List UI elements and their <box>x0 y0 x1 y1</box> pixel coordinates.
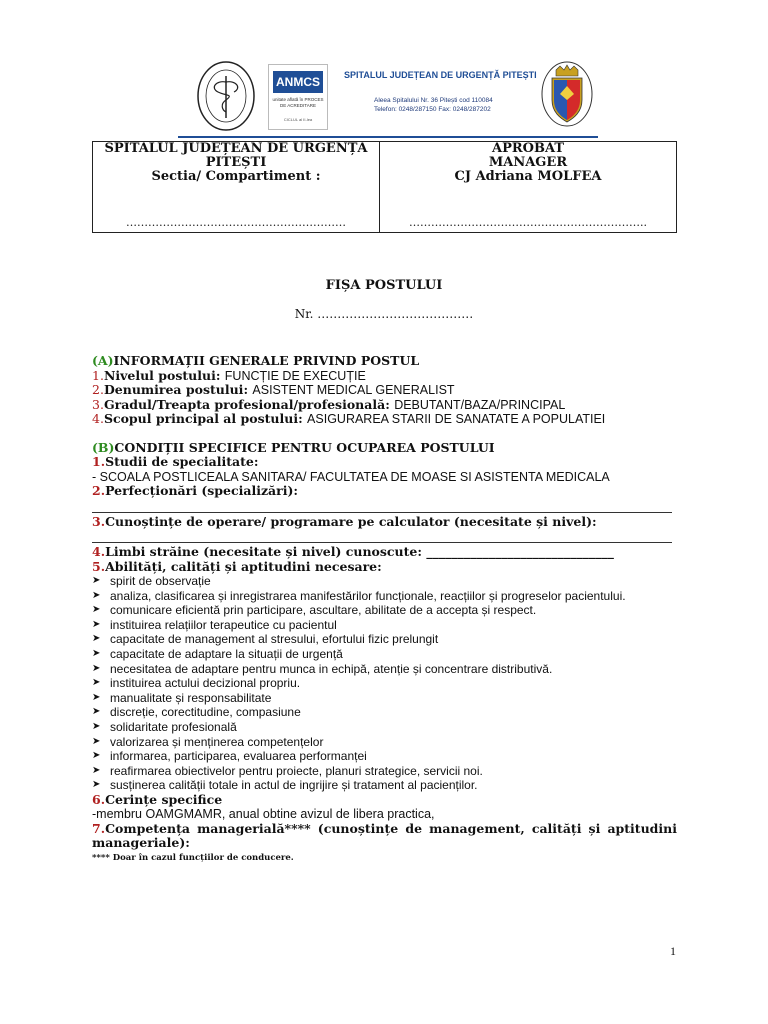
list-item <box>92 632 677 647</box>
section-a-item-4: 4.Scopul principal al postului: ASIGURAREA STARII DE SANATATE A POPULATIEI <box>92 411 606 426</box>
list-item <box>92 705 677 720</box>
left-line-2: PITEȘTI <box>205 155 267 170</box>
ability-text: discreție, corectitudine, compasiune <box>110 705 301 720</box>
section-b-title: CONDIȚII SPECIFICE PENTRU OCUPAREA POSTULUI <box>114 439 495 455</box>
abilities-heading <box>92 560 677 575</box>
item-number: 1. <box>92 367 104 383</box>
left-line-1: SPITALUL JUDEȚEAN DE URGENȚA <box>104 141 368 156</box>
item-number: 4. <box>92 411 104 426</box>
ability-text: solidaritate profesională <box>110 719 237 734</box>
right-line-2: MANAGER <box>488 155 568 170</box>
specific-requirements-heading <box>92 793 677 808</box>
item-number: 7. <box>92 820 106 836</box>
studies-value: - SCOALA POSTLICEALA SANITARA/ FACULTATEA DE MOASE SI ASISTENTA MEDICALA <box>92 469 610 484</box>
ability-text: necesitatea de adaptare pentru munca in echipă, atenție și concentrare distributivă. <box>110 661 553 676</box>
item-number: 2. <box>92 483 106 498</box>
ability-text: valorizarea și menținerea competențelor <box>110 734 324 749</box>
header-table <box>92 141 677 233</box>
hospital-seal-logo <box>196 60 256 132</box>
left-line-3: Sectia/ Compartiment : <box>151 169 321 184</box>
anmcs-logo <box>268 64 328 130</box>
letterhead <box>190 58 600 138</box>
section-a-title: INFORMAȚII GENERALE PRIVIND POSTUL <box>113 353 420 368</box>
item-label: Studii de specialitate: <box>105 454 259 469</box>
letterhead-hospital-name: SPITALUL JUDEȚEAN DE URGENȚĂ PITEȘTI <box>344 70 537 80</box>
item-number: 2. <box>92 382 104 397</box>
list-item <box>92 618 677 633</box>
abilities-list <box>92 574 677 793</box>
right-line-1: APROBAT <box>491 141 565 156</box>
header-left-cell <box>93 142 380 232</box>
arrow-bullet-icon: ➤ <box>92 633 101 645</box>
ability-text: reafirmarea obiectivelor pentru proiecte, planuri strategice, servicii noi. <box>110 763 483 778</box>
languages-blank: ______________________________ <box>426 544 614 559</box>
item-label: Limbi străine (necesitate și nivel) cunoscute: <box>105 544 422 559</box>
arrow-bullet-icon: ➤ <box>92 647 101 659</box>
right-line-3: CJ Adriana MOLFEA <box>454 169 602 184</box>
anmcs-subtitle: unitate aflată în PROCES DE ACREDITARE <box>272 97 324 108</box>
list-item <box>92 647 677 662</box>
header-right-cell <box>380 142 676 232</box>
list-item <box>92 574 677 589</box>
list-item <box>92 676 677 691</box>
arrow-bullet-icon: ➤ <box>92 677 101 689</box>
arrow-bullet-icon: ➤ <box>92 720 101 732</box>
page-number: 1 <box>670 944 676 958</box>
specific-requirements-value: -membru OAMGMAMR, anual obtine avizul de libera practica, <box>92 807 435 822</box>
arrow-bullet-icon: ➤ <box>92 706 101 718</box>
arrow-bullet-icon: ➤ <box>92 575 101 586</box>
anmcs-cycle: CICLUL al II-lea <box>283 117 313 122</box>
arrow-bullet-icon: ➤ <box>92 604 101 616</box>
item-label: Denumirea postului <box>103 382 244 397</box>
item-label: Cunoștințe de operare/ programare pe calculator (necesitate și nivel): <box>105 513 597 529</box>
phone-line: Telefon: 0248/287150 Fax: 0248/287202 <box>374 106 491 113</box>
computer-skills-heading <box>92 515 677 530</box>
arrow-bullet-icon: ➤ <box>92 618 101 630</box>
document-title: FIȘA POSTULUI <box>325 278 443 293</box>
ability-text: manualitate și responsabilitate <box>110 690 272 705</box>
list-item <box>92 589 677 604</box>
list-item <box>92 720 677 735</box>
item-label: Gradul/Treapta profesional/profesională <box>103 396 386 412</box>
letterhead-address <box>374 96 524 114</box>
list-item <box>92 749 677 764</box>
footnote: **** Doar în cazul funcțiilor de conducere. <box>92 852 294 863</box>
document-number: Nr. ………………………………… <box>294 307 474 321</box>
section-a-item-3: 3.Gradul/Treapta profesional/profesională: DEBUTANT/BAZA/PRINCIPAL <box>92 396 566 412</box>
section-b-tag: (B) <box>92 439 115 455</box>
section-b-heading <box>92 441 677 456</box>
blank-line <box>92 499 672 513</box>
ability-text: analiza, clasificarea și inregistrarea manifestărilor funcționale, reacțiilor și progreselor pacientului. <box>110 588 626 603</box>
item-number: 4. <box>92 544 106 559</box>
item-value: ASIGURAREA STARII DE SANATATE A POPULATIEI <box>307 412 606 426</box>
ability-text: spirit de observație <box>110 574 211 588</box>
studies-heading <box>92 455 677 470</box>
section-a-item-2: 2.Denumirea postului: ASISTENT MEDICAL GENERALIST <box>92 382 455 397</box>
left-signature-dots: …………………………………………………… <box>126 216 346 229</box>
section-a-tag: (A) <box>92 353 114 368</box>
ability-text: instituirea relațiilor terapeutice cu pacientul <box>110 617 337 632</box>
list-item <box>92 691 677 706</box>
item-label: Scopul principal al postului <box>103 411 299 426</box>
perfectionari-heading <box>92 484 677 499</box>
arrow-bullet-icon: ➤ <box>92 779 101 791</box>
list-item <box>92 662 677 677</box>
item-number: 3. <box>92 396 104 412</box>
item-label: Cerințe specifice <box>105 791 223 807</box>
county-crest-logo <box>540 60 594 128</box>
section-a-item-1: 1.Nivelul postului: FUNCȚIE DE EXECUȚIE <box>92 367 366 383</box>
languages-heading <box>92 545 677 560</box>
ability-text: capacitate de management al stresului, efortului fizic prelungit <box>110 632 439 647</box>
document-body <box>92 354 677 865</box>
arrow-bullet-icon: ➤ <box>92 662 101 674</box>
address-line: Aleea Spitalului Nr. 36 Pitești cod 110084 <box>374 97 493 104</box>
arrow-bullet-icon: ➤ <box>92 764 101 776</box>
item-label: Competența managerială**** (cunoștințe de management, calități și aptitudini manageriale): <box>92 820 677 851</box>
arrow-bullet-icon: ➤ <box>92 691 101 703</box>
item-value: DEBUTANT/BAZA/PRINCIPAL <box>394 397 566 412</box>
arrow-bullet-icon: ➤ <box>92 589 101 601</box>
list-item <box>92 735 677 750</box>
item-number: 3. <box>92 513 106 529</box>
ability-text: comunicare eficientă prin participare, ascultare, abilitate de a accepta și respect. <box>110 603 537 618</box>
item-number: 5. <box>92 558 106 574</box>
list-item <box>92 778 677 793</box>
anmcs-label: ANMCS <box>273 71 323 93</box>
ability-text: informarea, participarea, evaluarea performanței <box>110 749 367 764</box>
managerial-competence-heading <box>92 822 677 851</box>
arrow-bullet-icon: ➤ <box>92 750 101 762</box>
letterhead-divider <box>178 136 598 138</box>
item-label: Abilități, calități și aptitudini necesare: <box>105 558 382 574</box>
ability-text: instituirea actului decizional propriu. <box>110 676 301 691</box>
blank-line <box>92 529 672 543</box>
item-number: 6. <box>92 791 106 807</box>
ability-text: susținerea calității totale in actul de ingrijire și tratament al pacienților. <box>110 778 478 793</box>
item-value: FUNCȚIE DE EXECUȚIE <box>224 368 366 383</box>
item-number: 1. <box>92 454 106 469</box>
right-signature-dots: ……………………………………………………….. <box>409 216 647 229</box>
item-value: ASISTENT MEDICAL GENERALIST <box>252 383 455 397</box>
arrow-bullet-icon: ➤ <box>92 735 101 747</box>
list-item <box>92 764 677 779</box>
list-item <box>92 603 677 618</box>
section-a-heading <box>92 354 677 369</box>
item-label: Perfecționări (specializări): <box>105 483 299 498</box>
item-label: Nivelul postului <box>103 367 216 383</box>
ability-text: capacitate de adaptare la situații de urgență <box>110 646 343 661</box>
